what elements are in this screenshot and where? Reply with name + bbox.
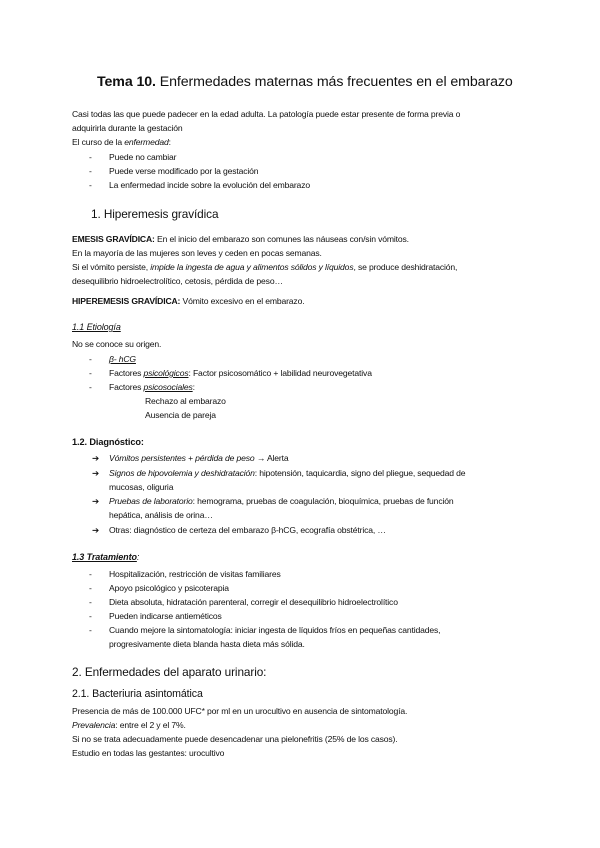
etiologia-item: - Factores psicológicos: Factor psicosomático + labilidad neurovegetativa [89, 368, 372, 378]
emesis-line-1: EMESIS GRAVÍDICA: En el inicio del embarazo son comunes las náuseas con/sin vómitos. [72, 234, 409, 244]
diagnostico-item: ➔ Signos de hipovolemia y deshidratación: hipotensión, taquicardia, signo del pliegue, sequedad de [92, 468, 466, 478]
diagnostico-item: ➔ Otras: diagnóstico de certeza del embarazo β-hCG, ecografía obstétrica, … [92, 525, 386, 535]
bacteriuria-line-4: Estudio en todas las gestantes: urocultivo [72, 748, 225, 758]
intro-list-item: - La enfermedad incide sobre la evolución del embarazo [89, 180, 310, 190]
hiperemesis-definition: HIPEREMESIS GRAVÍDICA: Vómito excesivo en el embarazo. [72, 296, 305, 306]
diagnostico-item: ➔ Vómitos persistentes + pérdida de peso → Alerta [92, 453, 289, 463]
tratamiento-item: - Pueden indicarse antieméticos [89, 611, 222, 621]
tratamiento-item-cont: progresivamente dieta blanda hasta dieta más sólida. [109, 639, 305, 649]
section-2-heading: 2. Enfermedades del aparato urinario: [72, 665, 267, 679]
tratamiento-item: - Apoyo psicológico y psicoterapia [89, 583, 229, 593]
diagnostico-item: ➔ Pruebas de laboratorio: hemograma, pruebas de coagulación, bioquímica, pruebas de función [92, 496, 454, 506]
emesis-line-3: Si el vómito persiste, impide la ingesta de agua y alimentos sólidos y líquidos, se produce deshidratación, [72, 262, 458, 272]
etiologia-subitem: Ausencia de pareja [145, 410, 216, 420]
page-title [97, 74, 513, 90]
intro-line-1: Casi todas las que puede padecer en la edad adulta. La patología puede estar presente de forma previa o [72, 109, 461, 119]
bacteriuria-line-1: Presencia de más de 100.000 UFC* por ml en un urocultivo en ausencia de sintomatología. [72, 706, 408, 716]
intro-list-item: - Puede verse modificado por la gestación [89, 166, 259, 176]
emesis-line-4: desequilibrio hidroelectrolítico, cetosis, pérdida de peso… [72, 276, 283, 286]
section-1-heading: 1. Hiperemesis gravídica [91, 207, 219, 221]
etiologia-intro: No se conoce su origen. [72, 339, 162, 349]
intro-curso: El curso de la enfermedad: [72, 137, 171, 147]
diagnostico-item-cont: hepática, análisis de orina… [109, 510, 213, 520]
title-text: Enfermedades maternas más frecuentes en el embarazo [155, 74, 513, 90]
intro-list-item: - Puede no cambiar [89, 152, 177, 162]
etiologia-item: - β- hCG [89, 354, 136, 364]
etiologia-item: - Factores psicosociales: [89, 382, 195, 392]
tratamiento-item: - Dieta absoluta, hidratación parenteral, corregir el desequilibrio hidroelectrolítico [89, 597, 398, 607]
etiologia-subitem: Rechazo al embarazo [145, 396, 226, 406]
title-number: Tema 10. [97, 74, 156, 90]
section-1-2-heading: 1.2. Diagnóstico: [72, 437, 144, 447]
bacteriuria-line-3: Si no se trata adecuadamente puede desencadenar una pielonefritis (25% de los casos). [72, 734, 398, 744]
bacteriuria-prevalencia: Prevalencia: entre el 2 y el 7%. [72, 720, 186, 730]
section-1-3-heading: 1.3 Tratamiento: [72, 552, 140, 562]
diagnostico-item-cont: mucosas, oliguria [109, 482, 174, 492]
intro-line-2: adquirirla durante la gestación [72, 123, 183, 133]
tratamiento-item: - Hospitalización, restricción de visitas familiares [89, 569, 281, 579]
emesis-line-2: En la mayoría de las mujeres son leves y ceden en pocas semanas. [72, 248, 322, 258]
section-2-1-heading: 2.1. Bacteriuria asintomática [72, 688, 203, 700]
section-1-1-heading: 1.1 Etiología [72, 322, 121, 332]
tratamiento-item: - Cuando mejore la sintomatología: iniciar ingesta de líquidos fríos en pequeñas cantidades, [89, 625, 441, 635]
